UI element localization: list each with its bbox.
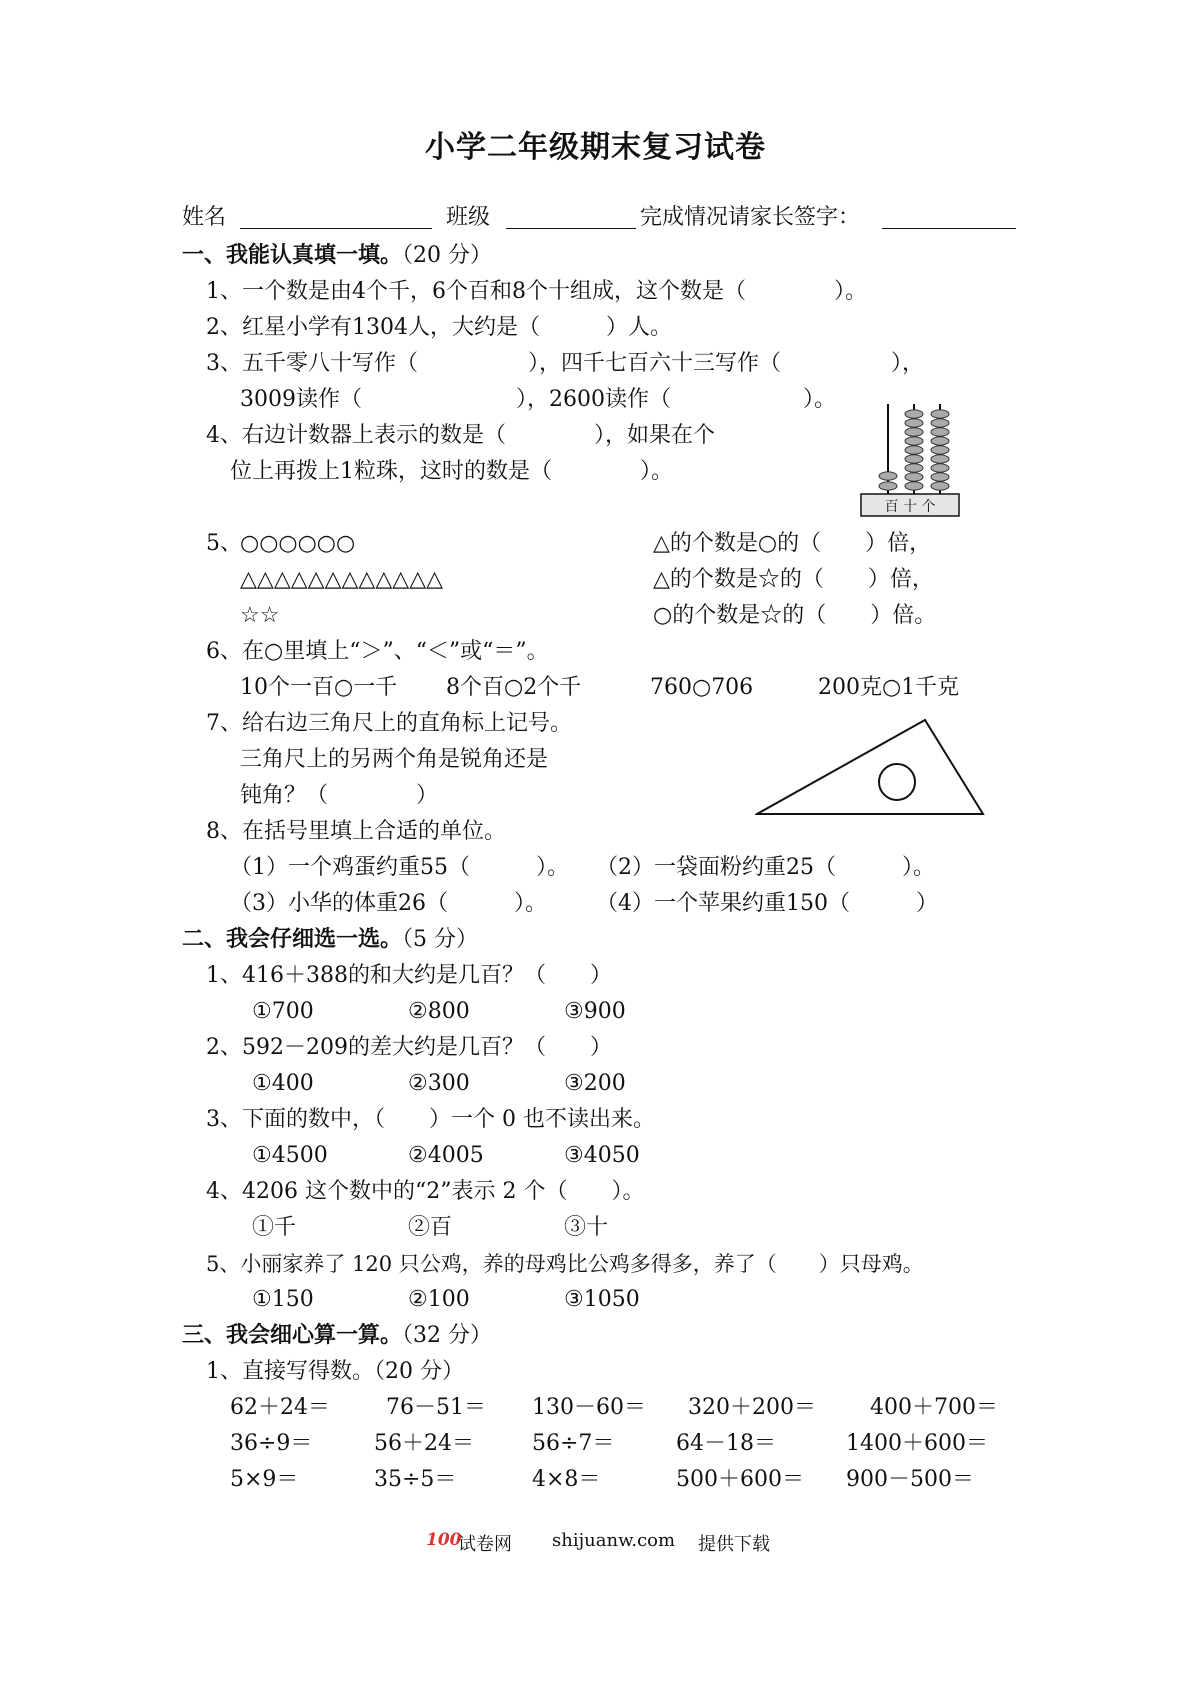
s1-question-2: 2、红星小学有1304人，大约是（ ）人。 bbox=[206, 315, 672, 340]
s3-subquestion-1: 1、直接写得数。（20 分） bbox=[206, 1359, 464, 1384]
s2-q2-option-3: ③200 bbox=[564, 1071, 626, 1096]
q8-item-3: （3）小华的体重26（ ）。 bbox=[230, 891, 547, 916]
q5-answer-1: △的个数是○的（ ）倍， bbox=[653, 531, 932, 556]
q5-stars: ☆☆ bbox=[240, 603, 280, 628]
calc-r2-c4: 64－18＝ bbox=[676, 1431, 776, 1456]
s1-question-6: 6、在○里填上“＞”、“＜”或“＝”。 bbox=[206, 639, 549, 664]
set-square-triangle-figure bbox=[755, 718, 985, 818]
q6-item-4: 200克○1千克 bbox=[818, 675, 960, 700]
name-blank[interactable] bbox=[240, 228, 432, 229]
calc-r2-c2: 56＋24＝ bbox=[374, 1431, 474, 1456]
footer-url-link[interactable]: shijuanw.com bbox=[552, 1530, 676, 1551]
calc-r3-c2: 35÷5＝ bbox=[374, 1467, 457, 1492]
calc-r1-c2: 76－51＝ bbox=[386, 1395, 486, 1420]
q6-item-3: 760○706 bbox=[650, 675, 754, 700]
page-title: 小学二年级期末复习试卷 bbox=[425, 130, 766, 165]
q8-item-1: （1）一个鸡蛋约重55（ ）。 bbox=[230, 855, 569, 880]
parent-sign-label: 完成情况请家长签字： bbox=[640, 205, 861, 230]
abacus-counter-figure bbox=[858, 400, 962, 518]
s2-q4-option-1: ①千 bbox=[252, 1215, 297, 1240]
calc-r1-c3: 130－60＝ bbox=[532, 1395, 646, 1420]
abacus-place-labels: 百 十 个 bbox=[884, 499, 936, 515]
q5-answer-3: ○的个数是☆的（ ）倍。 bbox=[653, 603, 937, 628]
s2-q1-option-2: ②800 bbox=[408, 999, 470, 1024]
s2-q3-option-2: ②4005 bbox=[408, 1143, 484, 1168]
q5-triangles: △△△△△△△△△△△△ bbox=[240, 567, 444, 592]
s2-question-5: 5、小丽家养了 120 只公鸡，养的母鸡比公鸡多得多，养了（ ）只母鸡。 bbox=[206, 1252, 924, 1276]
q6-item-1: 10个一百○一千 bbox=[240, 675, 398, 700]
s2-q2-option-2: ②300 bbox=[408, 1071, 470, 1096]
s1-question-3-line-1: 3、五千零八十写作（ ），四千七百六十三写作（ ）， bbox=[206, 351, 924, 376]
s2-q5-option-1: ①150 bbox=[252, 1287, 314, 1312]
calc-r1-c5: 400＋700＝ bbox=[870, 1395, 998, 1420]
s2-q1-option-3: ③900 bbox=[564, 999, 626, 1024]
s2-question-3: 3、下面的数中，（ ）一个 0 也不读出来。 bbox=[206, 1107, 655, 1132]
s1-question-8: 8、在括号里填上合适的单位。 bbox=[206, 819, 506, 844]
footer-note: 提供下载 bbox=[698, 1534, 770, 1555]
s2-q3-option-3: ③4050 bbox=[564, 1143, 640, 1168]
s1-question-7-line-2: 三角尺上的另两个角是锐角还是 bbox=[240, 747, 549, 772]
q5-answer-2: △的个数是☆的（ ）倍， bbox=[653, 567, 934, 592]
calc-r2-c1: 36÷9＝ bbox=[230, 1431, 313, 1456]
s1-question-1: 1、一个数是由4个千，6个百和8个十组成，这个数是（ ）。 bbox=[206, 279, 867, 304]
s1-question-4-line-2: 位上再拨上1粒珠，这时的数是（ ）。 bbox=[230, 459, 673, 484]
calc-r2-c5: 1400＋600＝ bbox=[846, 1431, 988, 1456]
page-footer bbox=[0, 1526, 1191, 1556]
class-blank[interactable] bbox=[506, 228, 636, 229]
parent-sign-blank[interactable] bbox=[882, 228, 1016, 229]
name-label: 姓名 bbox=[182, 205, 227, 230]
s2-question-2: 2、592－209的差大约是几百？（ ） bbox=[206, 1035, 612, 1060]
calc-r3-c5: 900－500＝ bbox=[846, 1467, 974, 1492]
calc-r3-c1: 5×9＝ bbox=[230, 1467, 299, 1492]
calc-r3-c4: 500＋600＝ bbox=[676, 1467, 804, 1492]
s2-q4-option-2: ②百 bbox=[408, 1215, 453, 1240]
q5-circles: ○○○○○○ bbox=[240, 531, 356, 556]
s2-q5-option-3: ③1050 bbox=[564, 1287, 640, 1312]
q8-item-2: （2）一袋面粉约重25（ ）。 bbox=[596, 855, 935, 880]
s2-q2-option-1: ①400 bbox=[252, 1071, 314, 1096]
section-3-heading: 三、我会细心算一算。（32 分） bbox=[182, 1323, 493, 1348]
s2-q4-option-3: ③十 bbox=[564, 1215, 609, 1240]
calc-r2-c3: 56÷7＝ bbox=[532, 1431, 615, 1456]
calc-r1-c1: 62＋24＝ bbox=[230, 1395, 330, 1420]
calc-r1-c4: 320＋200＝ bbox=[688, 1395, 816, 1420]
s2-q3-option-1: ①4500 bbox=[252, 1143, 328, 1168]
q6-item-2: 8个百○2个千 bbox=[446, 675, 582, 700]
q8-item-4: （4）一个苹果约重150（ ） bbox=[596, 891, 938, 916]
section-1-heading: 一、我能认真填一填。（20 分） bbox=[182, 243, 493, 268]
calc-r3-c3: 4×8＝ bbox=[532, 1467, 601, 1492]
s1-question-5-number: 5、 bbox=[206, 531, 242, 556]
class-label: 班级 bbox=[446, 205, 491, 230]
s1-question-4-line-1: 4、右边计数器上表示的数是（ ），如果在个 bbox=[206, 423, 715, 448]
s1-question-7-line-1: 7、给右边三角尺上的直角标上记号。 bbox=[206, 711, 572, 736]
s1-question-3-line-2: 3009读作（ ），2600读作（ ）。 bbox=[240, 387, 836, 412]
s2-q1-option-1: ①700 bbox=[252, 999, 314, 1024]
section-2-heading: 二、我会仔细选一选。（5 分） bbox=[182, 927, 479, 952]
s2-question-1: 1、416＋388的和大约是几百？（ ） bbox=[206, 963, 612, 988]
s2-q5-option-2: ②100 bbox=[408, 1287, 470, 1312]
footer-site-name: 试卷网 bbox=[458, 1534, 512, 1555]
s1-question-7-line-3: 钝角？（ ） bbox=[240, 783, 439, 808]
s2-question-4: 4、4206 这个数中的“2”表示 2 个（ ）。 bbox=[206, 1179, 645, 1204]
site-logo: 100 bbox=[426, 1530, 462, 1550]
